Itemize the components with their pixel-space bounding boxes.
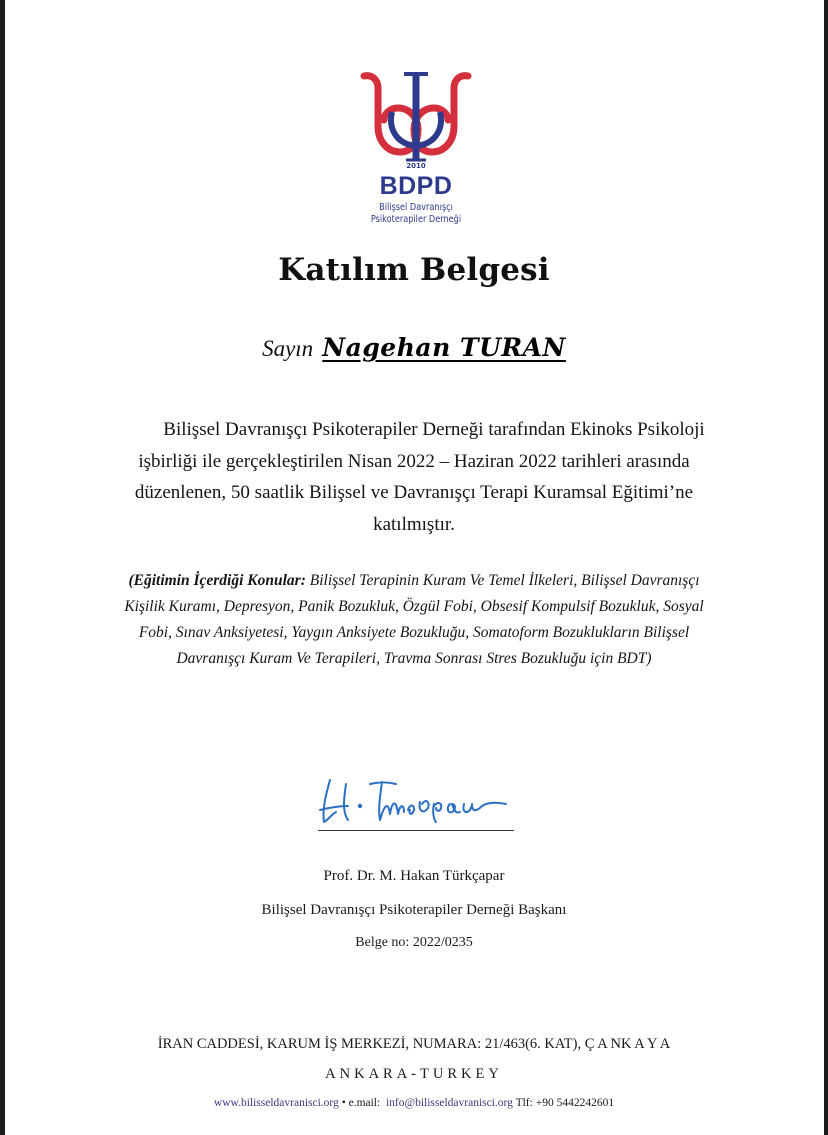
logo-subtitle-line2: Psikoterapiler Derneği [370,214,462,225]
logo-abbreviation: BDPD [379,172,453,200]
certificate-body-text: Bilişsel Davranışçı Psikoterapiler Derneği tarafından Ekinoks Psikoloji işbirliği ile gerçekleştirilen Nisan 2022 – Haziran 2022 tarihleri arasında düzenlenen, 50 saatlik Bilişsel ve Davranışçı Terapi Kuramsal Eğitimi’ne katılmıştır. [134,419,705,535]
topics-text: Bilişsel Terapinin Kuram Ve Temel İlkeleri, Bilişsel Davranışçı Kişilik Kuramı, Depresyon, Panik Bozukluk, Özgül Fobi, Obsesif Kompulsif Bozukluk, Sosyal Fobi, Sınav Anksiyetesi, Yaygın Anksiyete Bozukluğu, Somatoform Bozuklukların Bilişsel Davranışçı Kuram Ve Terapileri, Travma Sonrası Stres Bozukluğu için BDT) [124,572,704,667]
document-number: Belge no: 2022/0235 [355,935,473,950]
salutation [0,333,828,362]
footer-city: ANKARA-TURKEY [325,1066,503,1082]
recipient-name: Nagehan TURAN [322,333,566,362]
psi-logo-icon [358,68,474,168]
footer-address: İRAN CADDESİ, KARUM İŞ MERKEZİ, NUMARA: 21/463(6. KAT), Ç A NK A Y A [157,1036,671,1052]
training-topics [110,568,718,672]
signature-image [310,770,520,832]
logo-year: 2010 [406,162,426,170]
email-label: • e.mail: [338,1097,386,1109]
certificate-title: Katılım Belgesi [278,252,550,288]
signatory-name: Prof. Dr. M. Hakan Türkçapar [323,868,505,884]
email-link[interactable]: info@bilisseldavranisci.org [385,1097,513,1109]
website-link[interactable]: www.bilisseldavranisci.org [213,1097,339,1109]
signatory-role: Bilişsel Davranışçı Psikoterapiler Derneği Başkanı [261,902,567,918]
left-border [0,0,5,1135]
right-border [824,0,828,1135]
signature-line [318,830,514,831]
footer-contact [0,1097,828,1109]
bdpd-logo [358,68,474,230]
certificate-body [112,414,716,540]
topics-label: (Eğitimin İçerdiği Konular: [128,572,306,589]
logo-subtitle-line1: Bilişsel Davranışçı [379,202,453,213]
handwritten-signature-icon [310,770,520,832]
salutation-prefix: Sayın [262,336,314,361]
phone-number: Tlf: +90 5442242601 [512,1097,615,1109]
